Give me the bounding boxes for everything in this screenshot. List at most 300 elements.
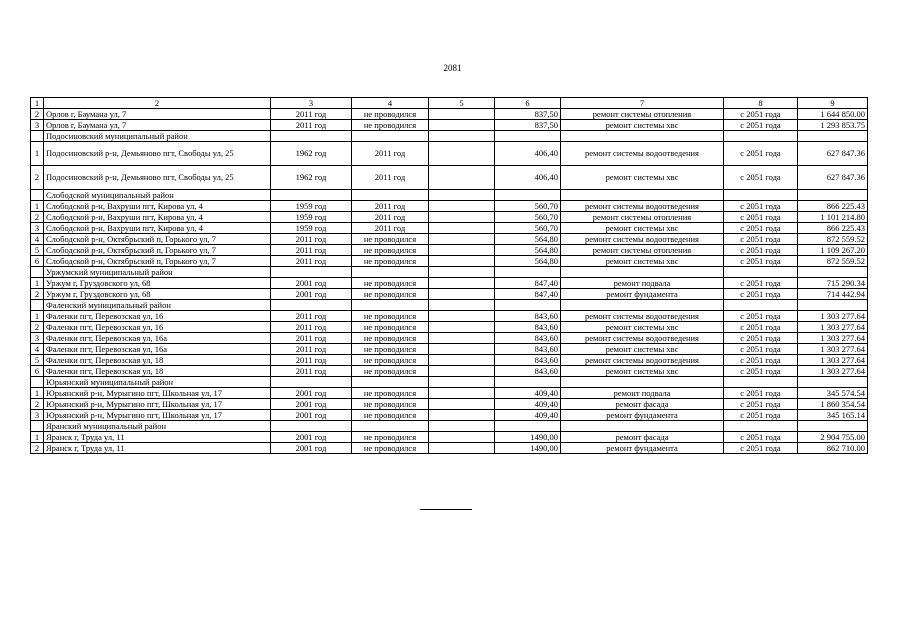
- period-cell: с 2051 года: [724, 142, 798, 166]
- period-cell: с 2051 года: [724, 443, 798, 454]
- address-cell: Слободской р-н, Вахруши пгт, Кирова ул, 4: [44, 201, 271, 212]
- section-blank-cell: [352, 421, 429, 432]
- period-cell: с 2051 года: [724, 410, 798, 421]
- period-cell: с 2051 года: [724, 311, 798, 322]
- period-cell: с 2051 года: [724, 245, 798, 256]
- table-row: [31, 120, 868, 131]
- row-number-cell: 1: [31, 388, 44, 399]
- work-type-cell: ремонт фундамента: [561, 410, 724, 421]
- header-cell: 7: [561, 98, 724, 109]
- address-cell: Орлов г, Баумана ул, 7: [44, 109, 271, 120]
- page-number: 2081: [443, 63, 462, 73]
- section-title: Уржумский муниципальный район: [44, 267, 271, 278]
- address-cell: Яранск г, Труда ул, 11: [44, 443, 271, 454]
- column-5-cell: [429, 120, 495, 131]
- table-row: [31, 278, 868, 289]
- cost-cell: 862 710.00: [798, 443, 868, 454]
- row-number-cell: 2: [31, 289, 44, 300]
- year-built-cell: 2001 год: [271, 432, 352, 443]
- column-5-cell: [429, 289, 495, 300]
- section-blank-cell: [798, 131, 868, 142]
- work-type-cell: ремонт системы хвс: [561, 322, 724, 333]
- cost-cell: 345 165.14: [798, 410, 868, 421]
- section-blank-cell: [495, 300, 561, 311]
- section-blank-cell: [724, 131, 798, 142]
- work-type-cell: ремонт системы водоотведения: [561, 311, 724, 322]
- section-blank-cell: [31, 267, 44, 278]
- last-repair-cell: 2011 год: [352, 223, 429, 234]
- row-number-cell: 2: [31, 443, 44, 454]
- last-repair-cell: 2011 год: [352, 201, 429, 212]
- section-blank-cell: [31, 421, 44, 432]
- table-row: [31, 399, 868, 410]
- period-cell: с 2051 года: [724, 399, 798, 410]
- section-blank-cell: [561, 421, 724, 432]
- address-cell: Уржум г, Груздовского ул, 68: [44, 289, 271, 300]
- last-repair-cell: не проводился: [352, 410, 429, 421]
- column-5-cell: [429, 366, 495, 377]
- section-blank-cell: [561, 131, 724, 142]
- section-blank-cell: [561, 267, 724, 278]
- column-5-cell: [429, 355, 495, 366]
- period-cell: с 2051 года: [724, 166, 798, 190]
- work-type-cell: ремонт системы отопления: [561, 245, 724, 256]
- section-blank-cell: [31, 377, 44, 388]
- column-5-cell: [429, 322, 495, 333]
- last-repair-cell: не проводился: [352, 388, 429, 399]
- section-blank-cell: [798, 190, 868, 201]
- last-repair-cell: не проводился: [352, 432, 429, 443]
- row-number-cell: 1: [31, 311, 44, 322]
- row-number-cell: 2: [31, 322, 44, 333]
- column-5-cell: [429, 234, 495, 245]
- year-built-cell: 2011 год: [271, 355, 352, 366]
- section-blank-cell: [724, 377, 798, 388]
- row-number-cell: 1: [31, 201, 44, 212]
- last-repair-cell: не проводился: [352, 322, 429, 333]
- cost-cell: 1 303 277.64: [798, 322, 868, 333]
- address-cell: Юрьянский р-н, Мурыгино пгт, Школьная ул, 17: [44, 410, 271, 421]
- section-row: [31, 267, 868, 278]
- row-number-cell: 2: [31, 166, 44, 190]
- work-type-cell: ремонт системы хвс: [561, 223, 724, 234]
- year-built-cell: 2001 год: [271, 278, 352, 289]
- work-type-cell: ремонт подвала: [561, 278, 724, 289]
- area-cell: 1490,00: [495, 443, 561, 454]
- period-cell: с 2051 года: [724, 344, 798, 355]
- section-row: [31, 377, 868, 388]
- section-blank-cell: [429, 267, 495, 278]
- section-title: Фаленский муниципальный район: [44, 300, 271, 311]
- cost-cell: 627 847.36: [798, 142, 868, 166]
- address-cell: Слободской р-н, Октябрьский п, Горького ул, 7: [44, 234, 271, 245]
- period-cell: с 2051 года: [724, 333, 798, 344]
- table-row: [31, 234, 868, 245]
- work-type-cell: ремонт системы водоотведения: [561, 201, 724, 212]
- table-row: [31, 109, 868, 120]
- column-5-cell: [429, 245, 495, 256]
- period-cell: с 2051 года: [724, 278, 798, 289]
- section-blank-cell: [352, 377, 429, 388]
- area-cell: 409,40: [495, 399, 561, 410]
- section-blank-cell: [724, 267, 798, 278]
- cost-cell: 872 559.52: [798, 256, 868, 267]
- section-blank-cell: [561, 190, 724, 201]
- work-type-cell: ремонт системы водоотведения: [561, 333, 724, 344]
- cost-cell: 1 303 277.64: [798, 311, 868, 322]
- section-blank-cell: [429, 131, 495, 142]
- column-5-cell: [429, 212, 495, 223]
- row-number-cell: 4: [31, 344, 44, 355]
- table-row: [31, 212, 868, 223]
- last-repair-cell: 2011 год: [352, 212, 429, 223]
- table-row: [31, 322, 868, 333]
- row-number-cell: 1: [31, 432, 44, 443]
- cost-cell: 1 303 277.64: [798, 333, 868, 344]
- row-number-cell: 1: [31, 278, 44, 289]
- header-row: [31, 98, 868, 109]
- section-blank-cell: [271, 421, 352, 432]
- cost-cell: 1 860 354.54: [798, 399, 868, 410]
- column-5-cell: [429, 399, 495, 410]
- column-5-cell: [429, 410, 495, 421]
- period-cell: с 2051 года: [724, 109, 798, 120]
- column-5-cell: [429, 109, 495, 120]
- last-repair-cell: не проводился: [352, 366, 429, 377]
- area-cell: 843,60: [495, 355, 561, 366]
- column-5-cell: [429, 201, 495, 212]
- work-type-cell: ремонт системы хвс: [561, 256, 724, 267]
- header-cell: 1: [31, 98, 44, 109]
- section-blank-cell: [352, 300, 429, 311]
- table-row: [31, 333, 868, 344]
- work-type-cell: ремонт фасада: [561, 399, 724, 410]
- year-built-cell: 1962 год: [271, 166, 352, 190]
- last-repair-cell: не проводился: [352, 399, 429, 410]
- section-blank-cell: [429, 190, 495, 201]
- area-cell: 560,70: [495, 212, 561, 223]
- column-5-cell: [429, 278, 495, 289]
- address-cell: Фаленки пгт, Перевозская ул, 16: [44, 322, 271, 333]
- row-number-cell: 6: [31, 256, 44, 267]
- area-cell: 843,60: [495, 322, 561, 333]
- last-repair-cell: не проводился: [352, 278, 429, 289]
- period-cell: с 2051 года: [724, 432, 798, 443]
- address-cell: Фаленки пгт, Перевозская ул, 16а: [44, 333, 271, 344]
- year-built-cell: 2011 год: [271, 245, 352, 256]
- address-cell: Фаленки пгт, Перевозская ул, 18: [44, 366, 271, 377]
- table-row: [31, 355, 868, 366]
- address-cell: Слободской р-н, Октябрьский п, Горького ул, 7: [44, 256, 271, 267]
- section-blank-cell: [31, 131, 44, 142]
- period-cell: с 2051 года: [724, 234, 798, 245]
- row-number-cell: 3: [31, 410, 44, 421]
- area-cell: 560,70: [495, 201, 561, 212]
- section-blank-cell: [798, 377, 868, 388]
- year-built-cell: 2011 год: [271, 322, 352, 333]
- period-cell: с 2051 года: [724, 120, 798, 131]
- table-row: [31, 142, 868, 166]
- area-cell: 847,40: [495, 289, 561, 300]
- year-built-cell: 2001 год: [271, 388, 352, 399]
- year-built-cell: 2001 год: [271, 399, 352, 410]
- cost-cell: 1 303 277.64: [798, 366, 868, 377]
- area-cell: 564,80: [495, 234, 561, 245]
- area-cell: 843,60: [495, 333, 561, 344]
- section-title: Подосиновский муниципальный район: [44, 131, 271, 142]
- last-repair-cell: не проводился: [352, 344, 429, 355]
- row-number-cell: 4: [31, 234, 44, 245]
- table-row: [31, 201, 868, 212]
- section-blank-cell: [271, 300, 352, 311]
- period-cell: с 2051 года: [724, 388, 798, 399]
- last-repair-cell: 2011 год: [352, 166, 429, 190]
- column-5-cell: [429, 256, 495, 267]
- address-cell: Уржум г, Груздовского ул, 68: [44, 278, 271, 289]
- address-cell: Яранск г, Труда ул, 11: [44, 432, 271, 443]
- cost-cell: 714 442.94: [798, 289, 868, 300]
- table-row: [31, 289, 868, 300]
- period-cell: с 2051 года: [724, 223, 798, 234]
- year-built-cell: 2011 год: [271, 344, 352, 355]
- period-cell: с 2051 года: [724, 289, 798, 300]
- period-cell: с 2051 года: [724, 322, 798, 333]
- work-type-cell: ремонт системы хвс: [561, 166, 724, 190]
- area-cell: 406,40: [495, 142, 561, 166]
- address-cell: Слободской р-н, Октябрьский п, Горького ул, 7: [44, 245, 271, 256]
- area-cell: 564,80: [495, 245, 561, 256]
- table-row: [31, 166, 868, 190]
- section-row: [31, 131, 868, 142]
- year-built-cell: 2011 год: [271, 311, 352, 322]
- period-cell: с 2051 года: [724, 355, 798, 366]
- table-row: [31, 311, 868, 322]
- area-cell: 837,50: [495, 109, 561, 120]
- last-repair-cell: не проводился: [352, 311, 429, 322]
- year-built-cell: 2001 год: [271, 443, 352, 454]
- cost-cell: 1 293 853.75: [798, 120, 868, 131]
- last-repair-cell: не проводился: [352, 120, 429, 131]
- cost-cell: 627 847.36: [798, 166, 868, 190]
- period-cell: с 2051 года: [724, 366, 798, 377]
- work-type-cell: ремонт системы водоотведения: [561, 142, 724, 166]
- section-blank-cell: [271, 131, 352, 142]
- section-blank-cell: [429, 377, 495, 388]
- year-built-cell: 2011 год: [271, 120, 352, 131]
- column-5-cell: [429, 443, 495, 454]
- section-blank-cell: [495, 377, 561, 388]
- year-built-cell: 2001 год: [271, 410, 352, 421]
- section-blank-cell: [495, 190, 561, 201]
- year-built-cell: 1959 год: [271, 223, 352, 234]
- address-cell: Фаленки пгт, Перевозская ул, 16а: [44, 344, 271, 355]
- address-cell: Слободской р-н, Вахруши пгт, Кирова ул, 4: [44, 212, 271, 223]
- row-number-cell: 3: [31, 223, 44, 234]
- area-cell: 837,50: [495, 120, 561, 131]
- address-cell: Орлов г, Баумана ул, 7: [44, 120, 271, 131]
- column-5-cell: [429, 311, 495, 322]
- last-repair-cell: не проводился: [352, 234, 429, 245]
- area-cell: 1490,00: [495, 432, 561, 443]
- section-blank-cell: [495, 267, 561, 278]
- column-5-cell: [429, 333, 495, 344]
- work-type-cell: ремонт системы водоотведения: [561, 234, 724, 245]
- area-cell: 843,60: [495, 311, 561, 322]
- address-cell: Фаленки пгт, Перевозская ул, 16: [44, 311, 271, 322]
- cost-cell: 715 290.34: [798, 278, 868, 289]
- year-built-cell: 2011 год: [271, 366, 352, 377]
- section-blank-cell: [724, 190, 798, 201]
- last-repair-cell: не проводился: [352, 443, 429, 454]
- column-5-cell: [429, 432, 495, 443]
- work-type-cell: ремонт системы отопления: [561, 109, 724, 120]
- row-number-cell: 2: [31, 109, 44, 120]
- period-cell: с 2051 года: [724, 212, 798, 223]
- work-type-cell: ремонт системы отопления: [561, 212, 724, 223]
- address-cell: Слободской р-н, Вахруши пгт, Кирова ул, 4: [44, 223, 271, 234]
- year-built-cell: 1959 год: [271, 201, 352, 212]
- column-5-cell: [429, 166, 495, 190]
- area-cell: 560,70: [495, 223, 561, 234]
- cost-cell: 1 101 214.80: [798, 212, 868, 223]
- section-blank-cell: [352, 131, 429, 142]
- work-type-cell: ремонт системы хвс: [561, 120, 724, 131]
- cost-cell: 1 109 267.20: [798, 245, 868, 256]
- area-cell: 406,40: [495, 166, 561, 190]
- section-row: [31, 421, 868, 432]
- table-row: [31, 223, 868, 234]
- last-repair-cell: не проводился: [352, 333, 429, 344]
- area-cell: 409,40: [495, 388, 561, 399]
- work-type-cell: ремонт системы водоотведения: [561, 355, 724, 366]
- table-row: [31, 443, 868, 454]
- section-blank-cell: [429, 421, 495, 432]
- section-row: [31, 190, 868, 201]
- work-type-cell: ремонт системы хвс: [561, 366, 724, 377]
- section-blank-cell: [798, 421, 868, 432]
- year-built-cell: 1962 год: [271, 142, 352, 166]
- section-blank-cell: [561, 300, 724, 311]
- area-cell: 409,40: [495, 410, 561, 421]
- last-repair-cell: не проводился: [352, 355, 429, 366]
- address-cell: Юрьянский р-н, Мурыгино пгт, Школьная ул, 17: [44, 388, 271, 399]
- section-blank-cell: [798, 267, 868, 278]
- section-blank-cell: [495, 131, 561, 142]
- work-type-cell: ремонт фундамента: [561, 443, 724, 454]
- section-blank-cell: [724, 421, 798, 432]
- section-blank-cell: [429, 300, 495, 311]
- last-repair-cell: не проводился: [352, 245, 429, 256]
- column-5-cell: [429, 142, 495, 166]
- column-5-cell: [429, 388, 495, 399]
- year-built-cell: 1959 год: [271, 212, 352, 223]
- header-cell: 4: [352, 98, 429, 109]
- area-cell: 564,80: [495, 256, 561, 267]
- section-blank-cell: [352, 267, 429, 278]
- section-blank-cell: [31, 190, 44, 201]
- section-blank-cell: [724, 300, 798, 311]
- row-number-cell: 2: [31, 212, 44, 223]
- section-row: [31, 300, 868, 311]
- column-5-cell: [429, 223, 495, 234]
- section-title: Юрьянский муниципальный район: [44, 377, 271, 388]
- header-cell: 8: [724, 98, 798, 109]
- work-type-cell: ремонт подвала: [561, 388, 724, 399]
- year-built-cell: 2011 год: [271, 333, 352, 344]
- address-cell: Фаленки пгт, Перевозская ул, 18: [44, 355, 271, 366]
- table-row: [31, 410, 868, 421]
- table-body: [31, 98, 868, 454]
- section-title: Яранский муниципальный район: [44, 421, 271, 432]
- header-cell: 3: [271, 98, 352, 109]
- section-blank-cell: [31, 300, 44, 311]
- row-number-cell: 3: [31, 333, 44, 344]
- cost-cell: 1 644 850.00: [798, 109, 868, 120]
- area-cell: 843,60: [495, 344, 561, 355]
- work-type-cell: ремонт системы хвс: [561, 344, 724, 355]
- address-cell: Юрьянский р-н, Мурыгино пгт, Школьная ул, 17: [44, 399, 271, 410]
- year-built-cell: 2011 год: [271, 109, 352, 120]
- address-cell: Подосиновский р-н, Демьяново пгт, Свободы ул, 25: [44, 142, 271, 166]
- last-repair-cell: не проводился: [352, 109, 429, 120]
- row-number-cell: 1: [31, 142, 44, 166]
- header-cell: 6: [495, 98, 561, 109]
- cost-cell: 1 303 277.64: [798, 344, 868, 355]
- header-cell: 9: [798, 98, 868, 109]
- last-repair-cell: 2011 год: [352, 142, 429, 166]
- table-row: [31, 432, 868, 443]
- cost-cell: 2 904 755.00: [798, 432, 868, 443]
- period-cell: с 2051 года: [724, 201, 798, 212]
- header-cell: 5: [429, 98, 495, 109]
- cost-cell: 866 225.43: [798, 201, 868, 212]
- work-type-cell: ремонт фундамента: [561, 289, 724, 300]
- row-number-cell: 5: [31, 355, 44, 366]
- row-number-cell: 3: [31, 120, 44, 131]
- section-blank-cell: [495, 421, 561, 432]
- table-row: [31, 245, 868, 256]
- row-number-cell: 2: [31, 399, 44, 410]
- section-blank-cell: [561, 377, 724, 388]
- address-cell: Подосиновский р-н, Демьяново пгт, Свободы ул, 25: [44, 166, 271, 190]
- row-number-cell: 5: [31, 245, 44, 256]
- year-built-cell: 2011 год: [271, 234, 352, 245]
- table-row: [31, 256, 868, 267]
- header-cell: 2: [44, 98, 271, 109]
- section-blank-cell: [271, 377, 352, 388]
- year-built-cell: 2001 год: [271, 289, 352, 300]
- section-title: Слободской муниципальный район: [44, 190, 271, 201]
- table-row: [31, 388, 868, 399]
- footer-rule: [420, 509, 472, 510]
- section-blank-cell: [271, 190, 352, 201]
- table-row: [31, 344, 868, 355]
- work-type-cell: ремонт фасада: [561, 432, 724, 443]
- last-repair-cell: не проводился: [352, 256, 429, 267]
- section-blank-cell: [798, 300, 868, 311]
- row-number-cell: 6: [31, 366, 44, 377]
- cost-cell: 872 559.52: [798, 234, 868, 245]
- area-cell: 847,40: [495, 278, 561, 289]
- cost-cell: 345 574.54: [798, 388, 868, 399]
- area-cell: 843,60: [495, 366, 561, 377]
- section-blank-cell: [352, 190, 429, 201]
- column-5-cell: [429, 344, 495, 355]
- repair-schedule-table: [30, 97, 868, 454]
- cost-cell: 866 225.43: [798, 223, 868, 234]
- period-cell: с 2051 года: [724, 256, 798, 267]
- table-row: [31, 366, 868, 377]
